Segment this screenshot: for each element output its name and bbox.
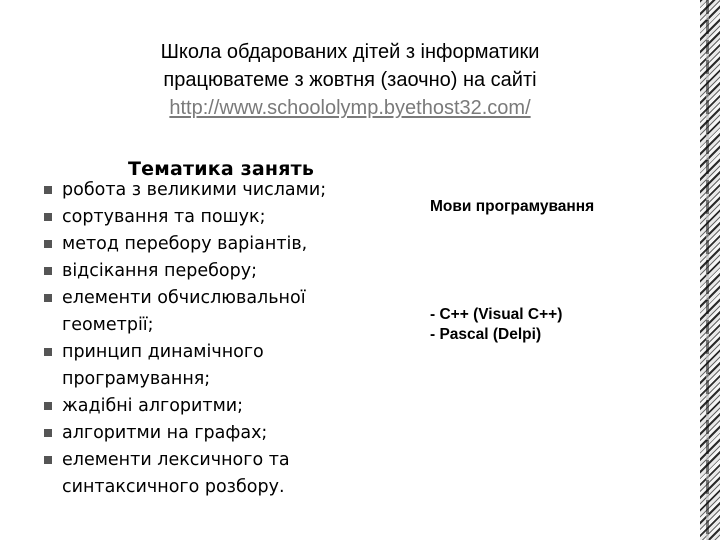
square-bullet-icon [44,456,52,464]
list-item [42,204,372,231]
square-bullet-icon [44,402,52,410]
square-bullet-icon [44,186,52,194]
page-subtitle: працюватеме з жовтня (заочно) на сайті [163,69,537,91]
square-bullet-icon [44,240,52,248]
language-item: - C++ (Visual C++) [430,306,563,323]
website-link[interactable]: http://www.schoololymp.byethost32.com/ [169,97,531,119]
square-bullet-icon [44,213,52,221]
list-item-text: алгоритми на графах; [62,423,268,443]
square-bullet-icon [44,294,52,302]
list-item [42,231,372,258]
list-item [42,339,372,393]
list-item-text-continued: синтаксичного розбору. [62,477,285,497]
language-item: - Pascal (Delpi) [430,326,542,343]
list-item-text: елементи обчислювальної [62,288,306,308]
list-item-text-continued: програмування; [62,369,211,389]
list-item [42,285,372,339]
page-title: Школа обдарованих дітей з інформатики [160,41,540,63]
topics-list [42,177,372,501]
list-item-text: сортування та пошук; [62,207,266,227]
list-item-text: жадібні алгоритми; [62,396,244,416]
list-item-text: метод перебору варіантів, [62,234,308,254]
list-item [42,420,372,447]
list-item [42,447,372,501]
languages-list [430,305,562,345]
list-item [42,393,372,420]
topics-heading: Тематика занять [128,158,315,180]
list-item-text: робота з великими числами; [62,180,327,200]
languages-heading: Мови програмування [430,198,595,215]
list-item [42,177,372,204]
list-item-text: елементи лексичного та [62,450,290,470]
header [60,38,640,122]
list-item [42,258,372,285]
square-bullet-icon [44,348,52,356]
decorative-edge-strip [700,0,720,540]
list-item-text: відсікання перебору; [62,261,257,281]
square-bullet-icon [44,267,52,275]
list-item-text-continued: геометрії; [62,315,154,335]
square-bullet-icon [44,429,52,437]
list-item-text: принцип динамічного [62,342,264,362]
